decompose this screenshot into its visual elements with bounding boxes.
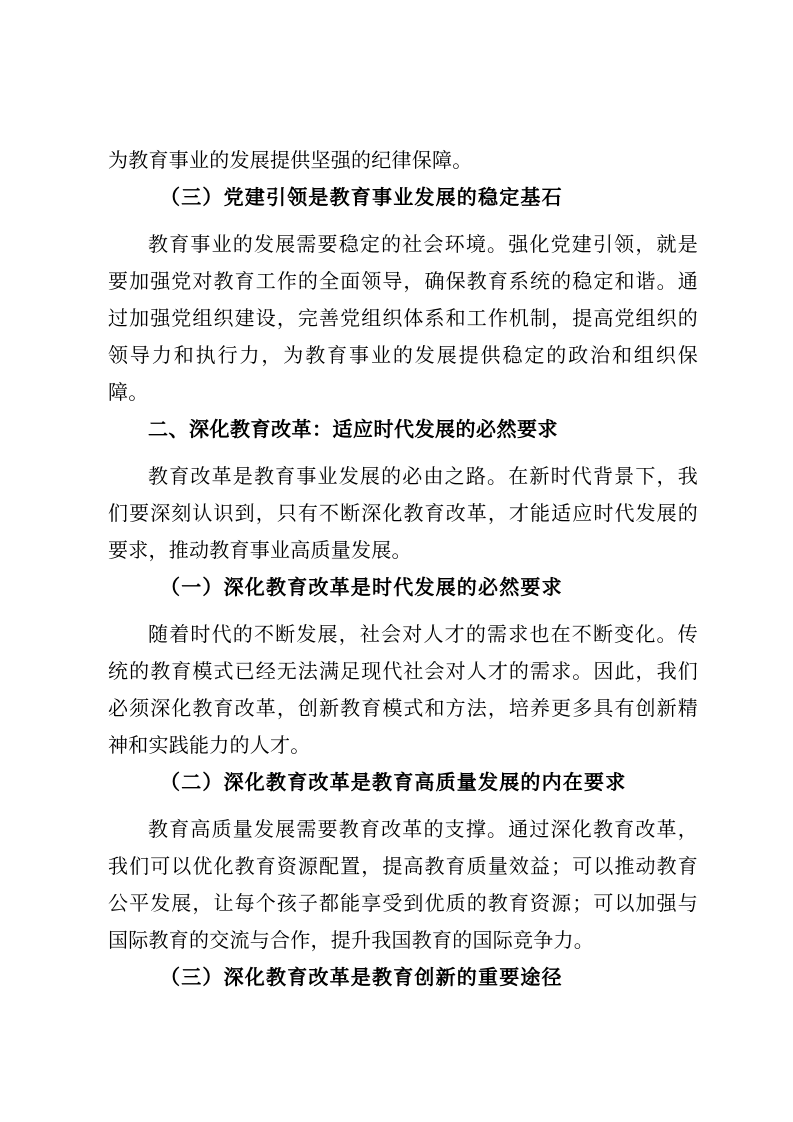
section-heading-1: （一）深化教育改革是时代发展的必然要求 [160,575,563,599]
paragraph-line: 教育事业的发展需要稳定的社会环境。强化党建引领，就是 [148,232,698,256]
paragraph-line: 教育改革是教育事业发展的必由之路。在新时代背景下，我 [148,464,698,488]
paragraph-line: 公平发展，让每个孩子都能享受到优质的教育资源；可以加强与 [108,891,698,915]
paragraph-line: 教育高质量发展需要教育改革的支撑。通过深化教育改革， [148,817,698,841]
paragraph-line: 神和实践能力的人才。 [108,733,311,757]
section-heading-3-sub: （三）深化教育改革是教育创新的重要途径 [160,965,563,989]
paragraph-line: 为教育事业的发展提供坚强的纪律保障。 [108,148,473,172]
section-heading-2-sub: （二）深化教育改革是教育高质量发展的内在要求 [160,770,627,794]
paragraph-line: 过加强党组织建设，完善党组织体系和工作机制，提高党组织的 [108,306,698,330]
paragraph-line: 统的教育模式已经无法满足现代社会对人才的需求。因此，我们 [108,659,698,683]
paragraph-line: 障。 [108,380,149,404]
paragraph-line: 国际教育的交流与合作，提升我国教育的国际竞争力。 [108,928,594,952]
paragraph-line: 必须深化教育改革，创新教育模式和方法，培养更多具有创新精 [108,696,698,720]
paragraph-line: 要求，推动教育事业高质量发展。 [108,538,412,562]
paragraph-line: 随着时代的不断发展，社会对人才的需求也在不断变化。传 [148,622,698,646]
paragraph-line: 我们可以优化教育资源配置，提高教育质量效益；可以推动教育 [108,854,698,878]
paragraph-line: 要加强党对教育工作的全面领导，确保教育系统的稳定和谐。通 [108,269,698,293]
section-heading-3: （三）党建引领是教育事业发展的稳定基石 [160,185,563,209]
section-heading-2: 二、深化教育改革：适应时代发展的必然要求 [148,417,558,441]
paragraph-line: 领导力和执行力，为教育事业的发展提供稳定的政治和组织保 [108,343,698,367]
paragraph-line: 们要深刻认识到，只有不断深化教育改革，才能适应时代发展的 [108,501,698,525]
document-body [108,142,698,996]
